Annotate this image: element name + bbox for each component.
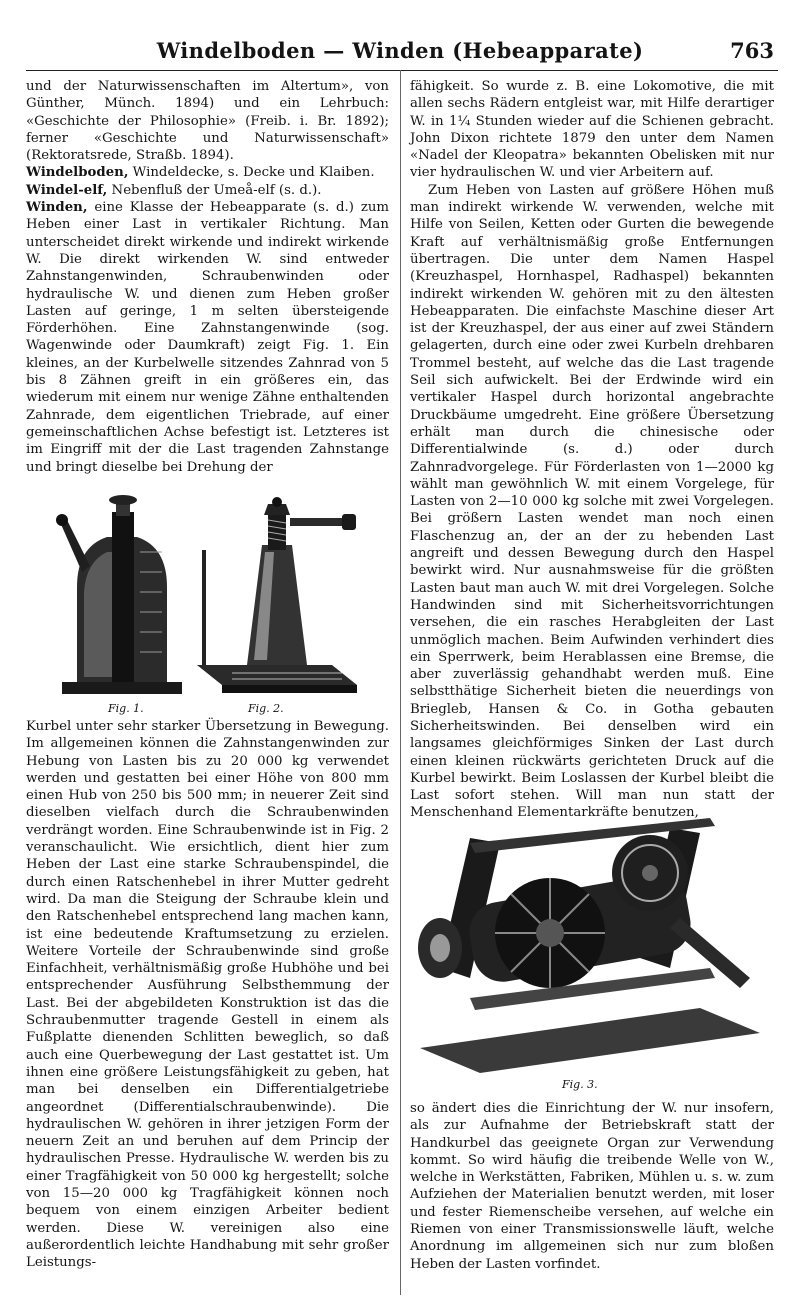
entry-winden: Winden, eine Klasse der Hebeapparate (s. d.) zum Heben einer Last in vertikaler Richtung. Man unterscheidet direkt wirkende und indirekt wirkende W. Die direkt wirkenden W. sind entweder Zahnstangenwinden, Schraubenwinden oder hydraulische W. und dienen zum Heben großer Lasten auf geringe, 1 m selten übersteigende Förderhöhen. Eine Zahnstangenwinde (sog. Wagenwinde oder Daumkraft) zeigt Fig. 1. Ein kleines, an der Kurbelwelle sitzendes Zahnrad von 5 bis 8 Zähnen greift in ein größeres ein, das wiederum mit einem nur wenige Zähne enthaltenden Zahnrade, dem eigentlichen Triebrade, auf einer gemeinschaftlichen Achse befestigt ist. Letzteres ist im Eingriff mit der die Last tragenden Zahnstange und bringt dieselbe bei Drehung der: [26, 200, 389, 475]
figure-1-rack-jack: [52, 492, 192, 698]
entry-windel-elf: Windel-elf, Nebenfluß der Umeå-elf (s. d.).: [26, 182, 322, 198]
running-title: Windelboden — Winden (Hebeapparate): [156, 38, 644, 63]
figure-2-screw-jack: [192, 490, 362, 700]
column-divider: [400, 70, 401, 1295]
intro-paragraph: und der Naturwissenschaften im Altertum», von Günther, Münch. 1894) und ein Lehrbuch: «Geschichte der Philosophie» (Freib. i. Br. 1892); ferner «Geschichte und Naturwissenschaft» (Rektoratsrede, Straßb. 1894).: [26, 79, 389, 164]
entry-windelboden: Windelboden, Windeldecke, s. Decke und Klaiben.: [26, 165, 375, 181]
screw-jack-illustration: [192, 490, 362, 700]
entry-head: Windelboden,: [26, 165, 129, 181]
powered-winch-illustration: [410, 818, 770, 1074]
entry-head: Windel-elf,: [26, 182, 108, 198]
right-column-bottom: [410, 1100, 774, 1296]
right-top-paragraph: fähigkeit. So wurde z. B. eine Lokomotive, die mit allen sechs Rädern entgleist war, mit Hilfe derartiger W. in 1¼ Stunden wieder auf die Schienen gebracht. John Dixon richtete 1879 den unter dem Namen «Nadel der Kleopatra» bekannten Obelisken mit nur vier hydraulischen W. und vier Arbeitern auf.: [410, 79, 774, 181]
left-column-top: [26, 78, 389, 486]
entry-head: Winden,: [26, 200, 88, 216]
right-bottom-paragraph: so ändert dies die Einrichtung der W. nur insofern, als zur Aufnahme der Betriebskraft statt der Handkurbel das geeignete Organ zur Verwendung kommt. So wird häufig die treibende Welle von W., welche in Werkstätten, Fabriken, Mühlen u. s. w. zum Aufziehen der Materialien benutzt werden, mit loser und fester Riemenscheibe versehen, auf welche ein Riemen von einer Transmissionswelle läuft, welche Anordnung im allgemeinen sich nur zum bloßen Heben der Lasten vorfindet.: [410, 1101, 774, 1272]
indirect-winden-paragraph: Zum Heben von Lasten auf größere Höhen muß man indirekt wirkende W. verwenden, welche mit Hilfe von Seilen, Ketten oder Gurten die bewegende Kraft auf verhältnismäßig große Entfernungen übertragen. Die unter dem Namen Haspel (Kreuzhaspel, Hornhaspel, Radhaspel) bekannten indirekt wirkenden W. gehören mit zu den ältesten Hebeapparaten. Die einfachste Maschine dieser Art ist der Kreuzhaspel, der aus einer auf zwei Ständern gelagerten, durch eine oder zwei Kurbeln drehbaren Trommel besteht, auf welche das die Last tragende Seil sich aufwickelt. Bei der Erdwinde wird ein vertikaler Haspel durch horizontal angebrachte Druckbäume umgedreht. Eine größere Übersetzung erhält man durch die chinesische oder Differentialwinde (s. d.) oder durch Zahnradvorgelege. Für Förderlasten von 1—2000 kg wählt man gewöhnlich W. mit einem Vorgelege, für Lasten von 2—10 000 kg solche mit zwei Vorgelegen. Bei größern Lasten wendet man noch einen Flaschenzug an, der an der zu hebenden Last angreift und dessen Bewegung durch den Haspel bewirkt wird. Nur ausnahmsweise für die größten Lasten baut man auch W. mit drei Vorgelegen. Solche Handwinden sind mit Sicherheitsvorrichtungen versehen, die ein rasches Herabgleiten der Last unmöglich machen. Beim Aufwinden verhindert dies ein Sperrwerk, beim Herablassen eine Bremse, die aber zuverlässig gehandhabt werden muß. Eine selbstthätige Sicherheit bieten die neuerdings von Briegleb, Hansen & Co. in Gotha gebauten Sicherheitswinden. Bei denselben wird ein langsames gleichförmiges Sinken der Last durch einen kleinen rückwärts gerichteten Druck auf die Kurbel bewirkt. Beim Loslassen der Kurbel bleibt die Last sofort stehen. Will man nun statt der Menschenhand Elementarkräfte benutzen,: [410, 182, 774, 821]
right-column-top: [410, 78, 774, 821]
figure-3-powered-winch: [410, 818, 770, 1074]
figure-2-caption: Fig. 2.: [248, 702, 284, 715]
page-number: 763: [730, 38, 774, 63]
figure-3-caption: Fig. 3.: [562, 1078, 598, 1091]
left-column-bottom: [26, 718, 389, 1296]
figure-1-caption: Fig. 1.: [108, 702, 144, 715]
winden-continued-paragraph: Kurbel unter sehr starker Übersetzung in Bewegung. Im allgemeinen können die Zahnstangenwinden zur Hebung von Lasten bis zu 20 000 kg verwendet werden und gestatten bei einer Höhe von 800 mm einen Hub von 250 bis 500 mm; in neuerer Zeit sind dieselben vielfach durch die Schraubenwinden verdrängt worden. Eine Schraubenwinde ist in Fig. 2 veranschaulicht. Wie ersichtlich, dient hier zum Heben der Last eine starke Schraubenspindel, die durch einen Ratschenhebel in ihrer Mutter gedreht wird. Da man die Steigung der Schraube klein und den Ratschenhebel entsprechend lang machen kann, ist eine bedeutende Kraftumsetzung zu erzielen. Weitere Vorteile der Schraubenwinde sind große Einfachheit, verhältnismäßig große Hubhöhe und bei entsprechender Ausführung Selbsthemmung der Last. Bei der abgebildeten Konstruktion ist das die Schraubenmutter tragende Gestell in einem als Fußplatte dienenden Schlitten beweglich, so daß auch eine Querbewegung der Last gestattet ist. Um ihnen eine größere Leistungsfähigkeit zu geben, hat man bei denselben ein Differentialgetriebe angeordnet (Differentialschraubenwinde). Die hydraulischen W. gehören in ihrer jetzigen Form der neuern Zeit an und beruhen auf dem Princip der hydraulischen Presse. Hydraulische W. werden bis zu einer Tragfähigkeit von 50 000 kg hergestellt; solche von 15—20 000 kg Tragfähigkeit können noch bequem von einem einzigen Arbeiter bedient werden. Diese W. vereinigen also eine außerordentlich leichte Handhabung mit sehr großer Leistungs-: [26, 719, 389, 1271]
rack-jack-illustration: [52, 492, 192, 698]
page-header: [0, 38, 800, 70]
header-rule: [26, 70, 778, 71]
